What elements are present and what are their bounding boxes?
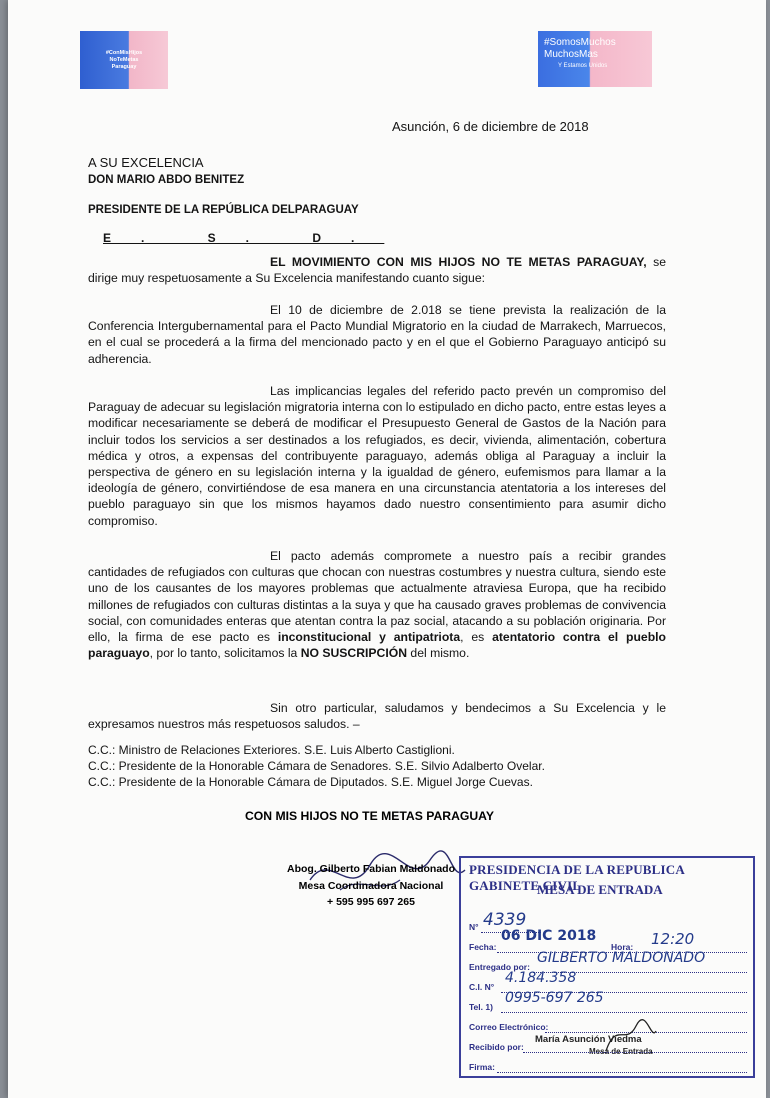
logo-right-line1: #SomosMuchos: [544, 37, 616, 48]
movement-logo-left: [80, 31, 168, 89]
stamp-label-delivered: Entregado por:: [469, 962, 530, 972]
closing-movement: CON MIS HIJOS NO TE METAS PARAGUAY: [245, 809, 494, 823]
signer-name: Abog. Gilberto Fabian Maldonado: [287, 863, 455, 875]
intro-paragraph: [88, 254, 666, 286]
stamp-value-ci: 4.184.358: [505, 970, 577, 986]
stamp-value-tel: 0995-697 265: [505, 990, 604, 1006]
paragraph-3: [88, 548, 666, 661]
stamp-value-hour: 12:20: [651, 930, 695, 948]
para3-bold-d: atentatorio contra el pueblo paraguayo: [88, 630, 666, 661]
stamp-value-date: 06 DIC 2018: [501, 928, 597, 944]
stamp-label-date: Fecha:: [469, 942, 497, 952]
esd-mark: E. S. D.: [103, 231, 385, 245]
stamp-label-tel: Tel. 1): [469, 1002, 493, 1012]
logo-right-line3: Y Estamos Unidos: [558, 63, 608, 69]
logo-left-line1: #ConMisHijos: [105, 49, 143, 56]
signer-role: Mesa Coordinadora Nacional: [298, 879, 444, 892]
para3-text-a: El pacto además compromete a nuestro país a recibir grandes cantidades de refugiados con culturas que chocan con nuestras costumbres y nuestra cultura, siendo este uno de los causantes de los mayores problemas que actualmente atraviesa Europa, que ha recibido millones de refugiados con culturas distintas a la suya y que ha causado graves problemas de convivencia social, con comunidades enteras que atentan contra la paz social, atacando a su población originaria. Por ello, la firma de ese pacto es: [88, 549, 666, 645]
para3-text-g: del mismo.: [407, 646, 470, 661]
stamp-initials-scribble: [601, 1016, 661, 1056]
logo-right-line2: MuchosMas: [544, 49, 598, 60]
para3-bold-f: NO SUSCRIPCIÓN: [300, 646, 408, 661]
stamp-label-email: Correo Electrónico:: [469, 1022, 549, 1032]
recipient-line-1: A SU EXCELENCIA: [88, 155, 204, 170]
intro-rest: se dirige muy respetuosamente a Su Excelencia manifestando cuanto sigue:: [88, 255, 666, 286]
para3-bold-b: inconstitucional y antipatriota: [277, 630, 461, 645]
stamp-value-received-name: María Asunción Viedma: [535, 1034, 642, 1045]
intro-bold: EL MOVIMIENTO CON MIS HIJOS NO TE METAS PARAGUAY,: [270, 255, 647, 269]
reception-stamp: [459, 856, 755, 1078]
stamp-title-2: MESA DE ENTRADA: [537, 882, 663, 897]
stamp-label-number: N°: [469, 922, 479, 932]
logo-left-line3: Paraguay: [111, 63, 137, 70]
paragraph-4: Sin otro particular, saludamos y bendecimos a Su Excelencia y le expresamos nuestros más respetuosos saludos. –: [88, 701, 666, 732]
stamp-label-hour: Hora:: [611, 942, 634, 952]
cc-line-3: C.C.: Presidente de la Honorable Cámara de Diputados. S.E. Miguel Jorge Cuevas.: [88, 775, 533, 789]
signer-block: [276, 861, 466, 911]
stamp-value-received-role: Mesa de Entrada: [589, 1047, 653, 1056]
stamp-label-received: Recibido por:: [469, 1042, 524, 1052]
logo-left-line2: NoTeMetas: [109, 56, 139, 63]
para3-text-e: , por lo tanto, solicitamos la: [149, 646, 301, 661]
stamp-line-tel: [501, 1012, 747, 1013]
cc-line-2: C.C.: Presidente de la Honorable Cámara de Senadores. S.E. Silvio Adalberto Ovelar.: [88, 759, 545, 773]
stamp-label-ci: C.I. N°: [469, 982, 495, 992]
stamp-line-signature: [497, 1072, 747, 1073]
stamp-value-delivered: GILBERTO MALDONADO: [537, 950, 706, 966]
letter-date: Asunción, 6 de diciembre de 2018: [392, 119, 589, 134]
cc-line-1: C.C.: Ministro de Relaciones Exteriores. S.E. Luis Alberto Castiglioni.: [88, 743, 455, 757]
stamp-title-1: PRESIDENCIA DE LA REPUBLICA GABINETE CIVIL: [469, 862, 685, 893]
recipient-line-3: PRESIDENTE DE LA REPÚBLICA DELPARAGUAY: [88, 204, 359, 216]
signer-phone: + 595 995 697 265: [327, 896, 415, 908]
recipient-line-2: DON MARIO ABDO BENITEZ: [88, 174, 245, 186]
stamp-value-number: 4339: [483, 910, 527, 930]
paragraph-2: Las implicancias legales del referido pacto prevén un compromiso del Paraguay de adecuar su legislación migratoria interna con lo estipulado en dicho pacto, entre estas leyes a modificar necesariamente se deberá de modificar el Presupuesto General de Gastos de la Nación para incluir todos los servicios a ser destinados a los refugiados, es decir, vivienda, alimentación, cobertura médica y otros, a expensas del contribuyente paraguayo, además obliga al Paraguay a incluir la perspectiva de género en su legislación interna y la igualdad de género, eufemismos para llamar a la ideología de género, convirtiéndose de esa manera en una circunstancia atentatoria a los intereses del pueblo paraguayo sin que los mismos hayamos dado nuestro consentimiento para asumir dicho compromiso.: [88, 384, 666, 528]
paragraph-1: El 10 de diciembre de 2.018 se tiene prevista la realización de la Conferencia Intergubernamental para el Pacto Mundial Migratorio en la ciudad de Marrakech, Marruecos, en el cual se procederá a la firma del mencionado pacto y en el que el Gobierno Paraguayo anticipó su adherencia.: [88, 303, 666, 366]
stamp-label-signature: Firma:: [469, 1062, 495, 1072]
para3-text-c: , es: [460, 630, 493, 645]
movement-logo-right: [538, 31, 652, 87]
